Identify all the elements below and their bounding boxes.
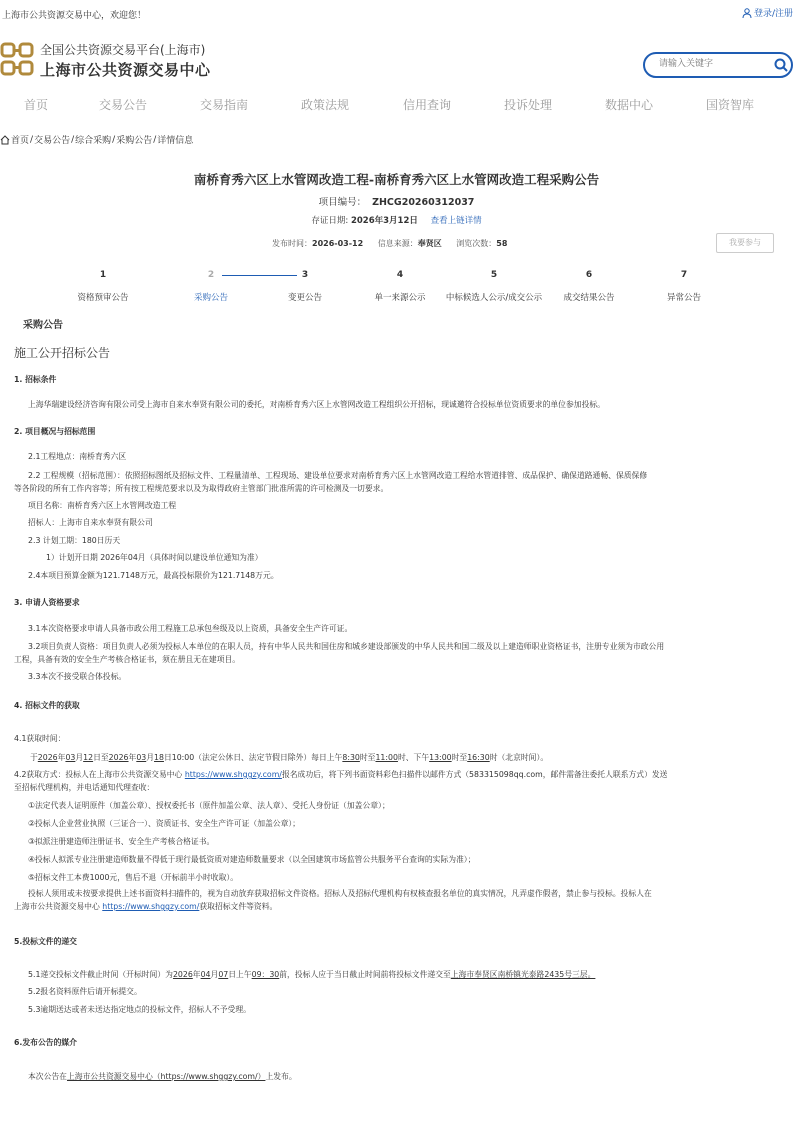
- search-button[interactable]: [773, 57, 789, 77]
- breadcrumb-home[interactable]: 首页: [11, 136, 30, 146]
- platform-name: 全国公共资源交易平台(上海市): [40, 43, 206, 57]
- step-label: 变更公告: [287, 293, 322, 303]
- heading-3: 3. 申请人资格要求: [14, 598, 80, 607]
- logo-icon[interactable]: [0, 42, 34, 76]
- notice-title: 南桥育秀六区上水管网改造工程-南桥育秀六区上水管网改造工程采购公告: [193, 172, 600, 187]
- nav-item-home[interactable]: 首页: [24, 98, 49, 112]
- main-nav: [0, 96, 793, 118]
- breadcrumb: 首页 / 交易公告 / 综合采购 / 采购公告 / 详情信息: [0, 133, 193, 146]
- step-prequal[interactable]: [53, 270, 153, 304]
- submit-deadline: 5.1递交投标文件截止时间（开标时间）为2026年04月07日上午09：30前，投标人应于当日截止时间前将投标文件递交至上海市奉贤区南桥镇光泰路2435号三层。: [28, 970, 596, 979]
- step-number: 2: [207, 270, 215, 280]
- source-label: 信息来源：: [377, 239, 418, 248]
- heading-2: 2. 项目概况与招标范围: [14, 427, 96, 436]
- publish-label: 发布时间：: [272, 239, 312, 248]
- step-label: 资格预审公告: [77, 293, 129, 303]
- shggzy-link[interactable]: https://www.shggzy.com/: [184, 770, 282, 779]
- paragraph: 项目名称：南桥育秀六区上水管网改造工程: [28, 501, 177, 510]
- step-label: 成交结果公告: [563, 293, 615, 303]
- step-number: 1: [99, 270, 107, 280]
- step-label: 中标候选人公示/成交公示: [445, 293, 543, 303]
- breadcrumb-detail: 详情信息: [157, 136, 194, 146]
- step-number: 4: [396, 270, 404, 280]
- paragraph: 工程，具备有效的安全生产考核合格证书，须在册且无在建项目。: [14, 655, 241, 664]
- center-name: 上海市公共资源交易中心: [40, 61, 211, 79]
- shggzy-media-link[interactable]: 上海市公共资源交易中心（https://www.shggzy.com/）: [66, 1072, 266, 1081]
- source-value: 奉贤区: [417, 239, 442, 248]
- nav-item-credit[interactable]: 信用查询: [403, 98, 452, 112]
- breadcrumb-trade-notice[interactable]: 交易公告: [34, 136, 71, 146]
- nav-item-complaint[interactable]: 投诉处理: [504, 98, 553, 112]
- paragraph: 3.2项目负责人资格：项目负责人必须为投标人本单位的在职人员，持有中华人民共和国住房和城乡建设部颁发的中华人民共和国二级及以上建造师职业资格证书，注册专业须为市政公用: [28, 642, 665, 651]
- paragraph: 投标人须用或未按要求提供上述书面资料扫描件的，视为自动放弃获取招标文件资格。招标人及招标代理机构有权核查报名单位的真实情况，凡弄虚作假者，禁止参与投标。投标人在: [28, 889, 652, 898]
- deposit-date: 2026年3月12日: [350, 216, 418, 226]
- paragraph: 4.1获取时间：: [14, 734, 66, 743]
- paragraph: 招标人：上海市自来水奉贤有限公司: [28, 518, 153, 527]
- paragraph: 5.3逾期送达或者未送达指定地点的投标文件，招标人不予受理。: [28, 1005, 251, 1014]
- login-link[interactable]: [742, 6, 793, 19]
- paragraph: 3.1本次资格要求申请人具备市政公用工程施工总承包叁级及以上资质，具备安全生产许可证。: [28, 624, 353, 633]
- nav-item-think-tank[interactable]: 国资智库: [706, 98, 755, 112]
- acquire-time: 于2026年03月12日至2026年03月18日10:00（法定公休日、法定节假日除外）每日上午8:30时至11:00时、下午13:00时至16:30时（北京时间）。: [30, 753, 549, 762]
- join-button[interactable]: 我要参与: [716, 233, 774, 253]
- welcome-text: 上海市公共资源交易中心，欢迎您！: [2, 11, 147, 21]
- search-input[interactable]: [657, 58, 771, 70]
- top-bar: [0, 0, 793, 26]
- search-box: [643, 52, 793, 78]
- views-label: 浏览次数：: [456, 239, 497, 248]
- shggzy-link[interactable]: https://www.shggzy.com/: [102, 902, 200, 911]
- heading-4: 4. 招标文件的获取: [14, 701, 80, 710]
- login-label: 登录/注册: [753, 9, 793, 19]
- step-number: 5: [490, 270, 498, 280]
- heading-6: 6.发布公告的媒介: [14, 1038, 77, 1047]
- search-icon: [773, 57, 789, 73]
- paragraph: 上海市公共资源交易中心 https://www.shggzy.com/获取招标文件等资料。: [14, 902, 278, 911]
- paragraph: 2.2 工程规模（招标范围）：依照招标图纸及招标文件、工程量清单、工程现场、建设单位要求对南桥育秀六区上水管网改造工程给水管道排管、成品保护、确保道路通畅、保质保修: [28, 471, 648, 480]
- list-item: ④投标人拟派专业注册建造师数量不得低于现行最低资质对建造师数量要求（以全国建筑市场监管公共服务平台查询的实际为准）；: [28, 855, 476, 864]
- paragraph: 等各阶段的所有工作内容等；所有按工程规范要求以及为取得政府主管部门批准所需的许可检测及一切要求。: [14, 484, 389, 493]
- acquire-method: 4.2获取方式：投标人在上海市公共资源交易中心 https://www.shggzy.com/报名成功后，将下列书面资料彩色扫描件以邮件方式（583315098qq.com，邮件需备注委托人联系方式）发送: [14, 770, 668, 779]
- breadcrumb-procurement[interactable]: 综合采购: [75, 136, 112, 146]
- step-number: 6: [585, 270, 593, 280]
- paragraph: 2.3 计划工期：180日历天: [28, 536, 121, 545]
- document-title: 施工公开招标公告: [14, 346, 111, 360]
- paragraph: 5.2报名资料原件后请开标提交。: [28, 987, 142, 996]
- home-icon: [0, 135, 10, 145]
- paragraph: 2.4本项目预算金额为121.7148万元，最高投标限价为121.7148万元。: [28, 571, 279, 580]
- deposit-label: 存证日期:: [311, 216, 349, 226]
- step-label: 采购公告: [193, 293, 228, 303]
- step-candidate[interactable]: [444, 270, 544, 304]
- site-header: [0, 40, 793, 80]
- paragraph: 至招标代理机构，并电话通知代理查收：: [14, 783, 155, 792]
- paragraph: 上海华瑞建设经济咨询有限公司受上海市自来水奉贤有限公司的委托，对南桥育秀六区上水管网改造工程组织公开招标，现诚邀符合投标单位资质要求的单位参加投标。: [28, 400, 605, 409]
- nav-item-policy[interactable]: 政策法规: [301, 98, 350, 112]
- breadcrumb-purchase-notice[interactable]: 采购公告: [116, 136, 153, 146]
- paragraph: 1）计划开日期 2026年04月（具体时间以建设单位通知为准）: [46, 553, 263, 562]
- project-number-value: ZHCG20260312037: [372, 197, 475, 208]
- section-title: 采购公告: [23, 320, 63, 331]
- step-label: 单一来源公示: [374, 293, 426, 303]
- list-item: ⑤招标文件工本费1000元，售后不退（开标前半小时收取）。: [28, 873, 239, 882]
- list-item: ②投标人企业营业执照（三证合一）、资质证书、安全生产许可证（加盖公章）；: [28, 819, 301, 828]
- step-single-source[interactable]: [350, 270, 450, 304]
- heading-1: 1. 招标条件: [14, 375, 57, 384]
- media-paragraph: 本次公告在上海市公共资源交易中心（https://www.shggzy.com/）上发布。: [28, 1072, 297, 1081]
- views-count: 58: [496, 239, 508, 248]
- publish-info: [272, 238, 519, 249]
- user-icon: [742, 8, 752, 18]
- step-label: 异常公告: [666, 293, 701, 303]
- nav-item-data-center[interactable]: 数据中心: [605, 98, 654, 112]
- step-result[interactable]: [539, 270, 639, 304]
- list-item: ③拟派注册建造师注册证书、安全生产考核合格证书。: [28, 837, 215, 846]
- chain-detail-link[interactable]: 查看上链详情: [430, 216, 482, 226]
- project-number-label: 项目编号：: [318, 197, 367, 208]
- step-abnormal[interactable]: [634, 270, 734, 304]
- paragraph: 3.3本次不接受联合体投标。: [28, 672, 127, 681]
- publish-time: 2026-03-12: [312, 239, 364, 248]
- paragraph: 2.1工程地点：南桥育秀六区: [28, 452, 127, 461]
- step-number: 7: [680, 270, 688, 280]
- step-number: 3: [301, 270, 309, 280]
- list-item: ①法定代表人证明原件（加盖公章）、授权委托书（原件加盖公章、法人章）、受托人身份证（加盖公章）；: [28, 801, 390, 810]
- nav-item-trade-guide[interactable]: 交易指南: [200, 98, 249, 112]
- nav-item-trade-notice[interactable]: 交易公告: [99, 98, 148, 112]
- deposit-info: [0, 214, 793, 226]
- project-number: [0, 194, 793, 208]
- step-change-notice[interactable]: [255, 270, 355, 304]
- heading-5: 5.投标文件的递交: [14, 937, 77, 946]
- step-purchase-notice[interactable]: [161, 270, 261, 304]
